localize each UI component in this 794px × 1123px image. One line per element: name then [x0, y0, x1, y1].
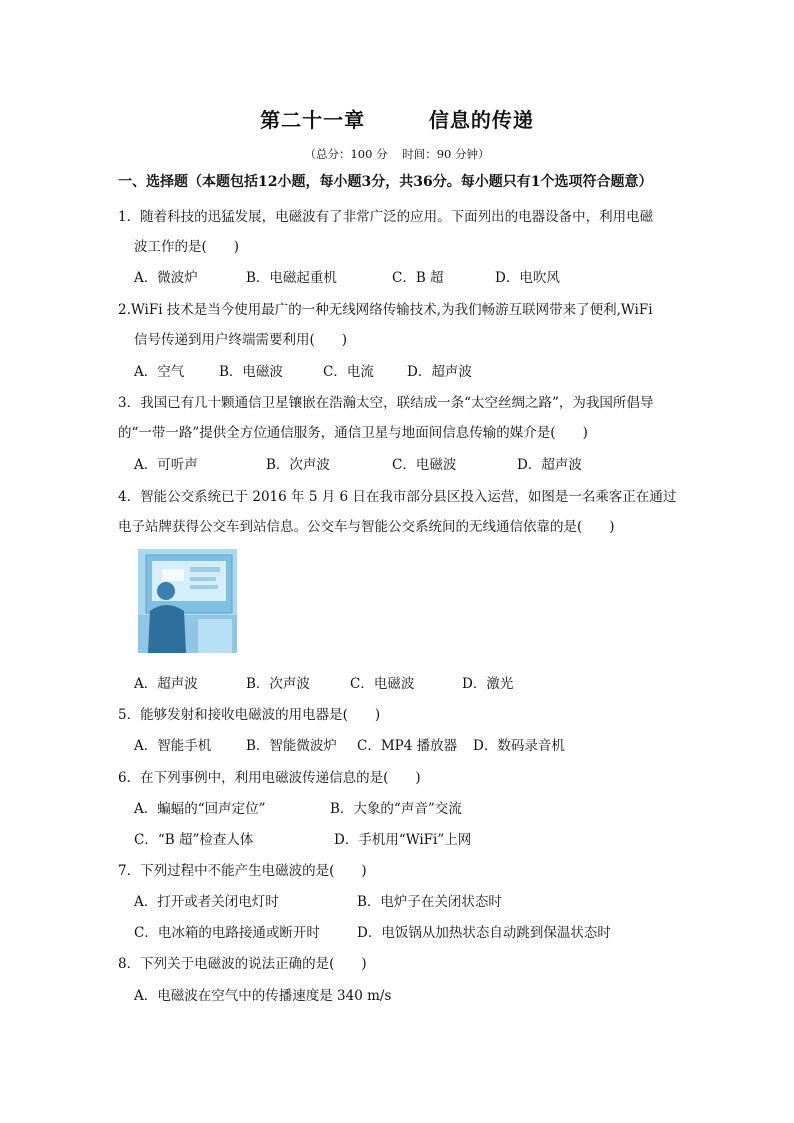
q7-option-a: A．打开或者关闭电灯时 [134, 894, 279, 910]
q6-option-d: D．手机用“WiFi”上网 [334, 832, 472, 848]
question-1-line-2: 波工作的是( ) [134, 239, 240, 255]
q5-option-d: D．数码录音机 [473, 738, 565, 754]
question-2-line-1: 2.WiFi 技术是当今使用最广的一种无线网络传输技术,为我们畅游互联网带来了便利,WiFi [118, 302, 653, 318]
q1-option-a: A．微波炉 [134, 270, 198, 286]
question-3-line-1: 3．我国已有几十颗通信卫星镶嵌在浩瀚太空，联结成一条“太空丝绸之路”，为我国所倡导 [118, 395, 654, 411]
bus-stop-photo [138, 549, 237, 653]
question-6-line-1: 6．在下列事例中，利用电磁波传递信息的是( ) [118, 770, 421, 786]
q4-option-d: D．激光 [462, 676, 514, 692]
question-1-line-1: 1．随着科技的迅猛发展，电磁波有了非常广泛的应用。下面列出的电器设备中，利用电磁 [118, 209, 654, 225]
q5-option-a: A．智能手机 [134, 738, 212, 754]
q4-option-b: B．次声波 [246, 676, 310, 692]
q6-option-b: B．大象的“声音”交流 [330, 801, 462, 817]
question-4-line-1: 4．智能公交系统已于 2016 年 5 月 6 日在我市部分县区投入运营，如图是一名乘客正在通过 [118, 489, 677, 505]
q2-option-d: D．超声波 [407, 364, 472, 380]
question-5-line-1: 5．能够发射和接收电磁波的用电器是( ) [118, 707, 381, 723]
q8-option-a: A．电磁波在空气中的传播速度是 340 m/s [134, 988, 392, 1004]
q2-option-c: C．电流 [323, 364, 374, 380]
q3-option-a: A．可听声 [134, 457, 198, 473]
q5-option-b: B．智能微波炉 [246, 738, 337, 754]
q6-option-a: A．蝙蝠的“回声定位” [134, 801, 266, 817]
q1-option-b: B．电磁起重机 [246, 270, 337, 286]
q3-option-c: C．电磁波 [392, 457, 457, 473]
chapter-title: 第二十一章 信息的传递 [260, 108, 534, 132]
q2-option-b: B．电磁波 [219, 364, 283, 380]
question-3-line-2: 的“一带一路”提供全方位通信服务，通信卫星与地面间信息传输的媒介是( ) [118, 425, 588, 441]
q4-option-a: A．超声波 [134, 676, 198, 692]
q7-option-b: B．电炉子在关闭状态时 [357, 894, 502, 910]
q1-option-d: D．电吹风 [495, 270, 560, 286]
question-7-line-1: 7．下列过程中不能产生电磁波的是( ) [118, 863, 367, 879]
q3-option-d: D．超声波 [517, 457, 582, 473]
q1-option-c: C．B 超 [392, 270, 444, 286]
question-2-line-2: 信号传递到用户终端需要利用( ) [134, 332, 348, 348]
exam-info: （总分：100 分 时间：90 分钟） [304, 147, 490, 161]
q7-option-c: C．电冰箱的电路接通或断开时 [134, 925, 320, 941]
q3-option-b: B．次声波 [266, 457, 330, 473]
q7-option-d: D．电饭锅从加热状态自动跳到保温状态时 [357, 925, 611, 941]
question-4-line-2: 电子站牌获得公交车到站信息。公交车与智能公交系统间的无线通信依靠的是( ) [118, 519, 615, 535]
passenger-at-e-sign-image [138, 549, 237, 653]
q2-option-a: A．空气 [134, 364, 185, 380]
question-8-line-1: 8．下列关于电磁波的说法正确的是( ) [118, 956, 367, 972]
section-heading: 一、选择题（本题包括12小题，每小题3分，共36分。每小题只有1个选项符合题意） [118, 174, 653, 190]
q6-option-c: C．“B 超”检查人体 [134, 832, 254, 848]
q4-option-c: C．电磁波 [350, 676, 415, 692]
q5-option-c: C．MP4 播放器 [357, 738, 458, 754]
